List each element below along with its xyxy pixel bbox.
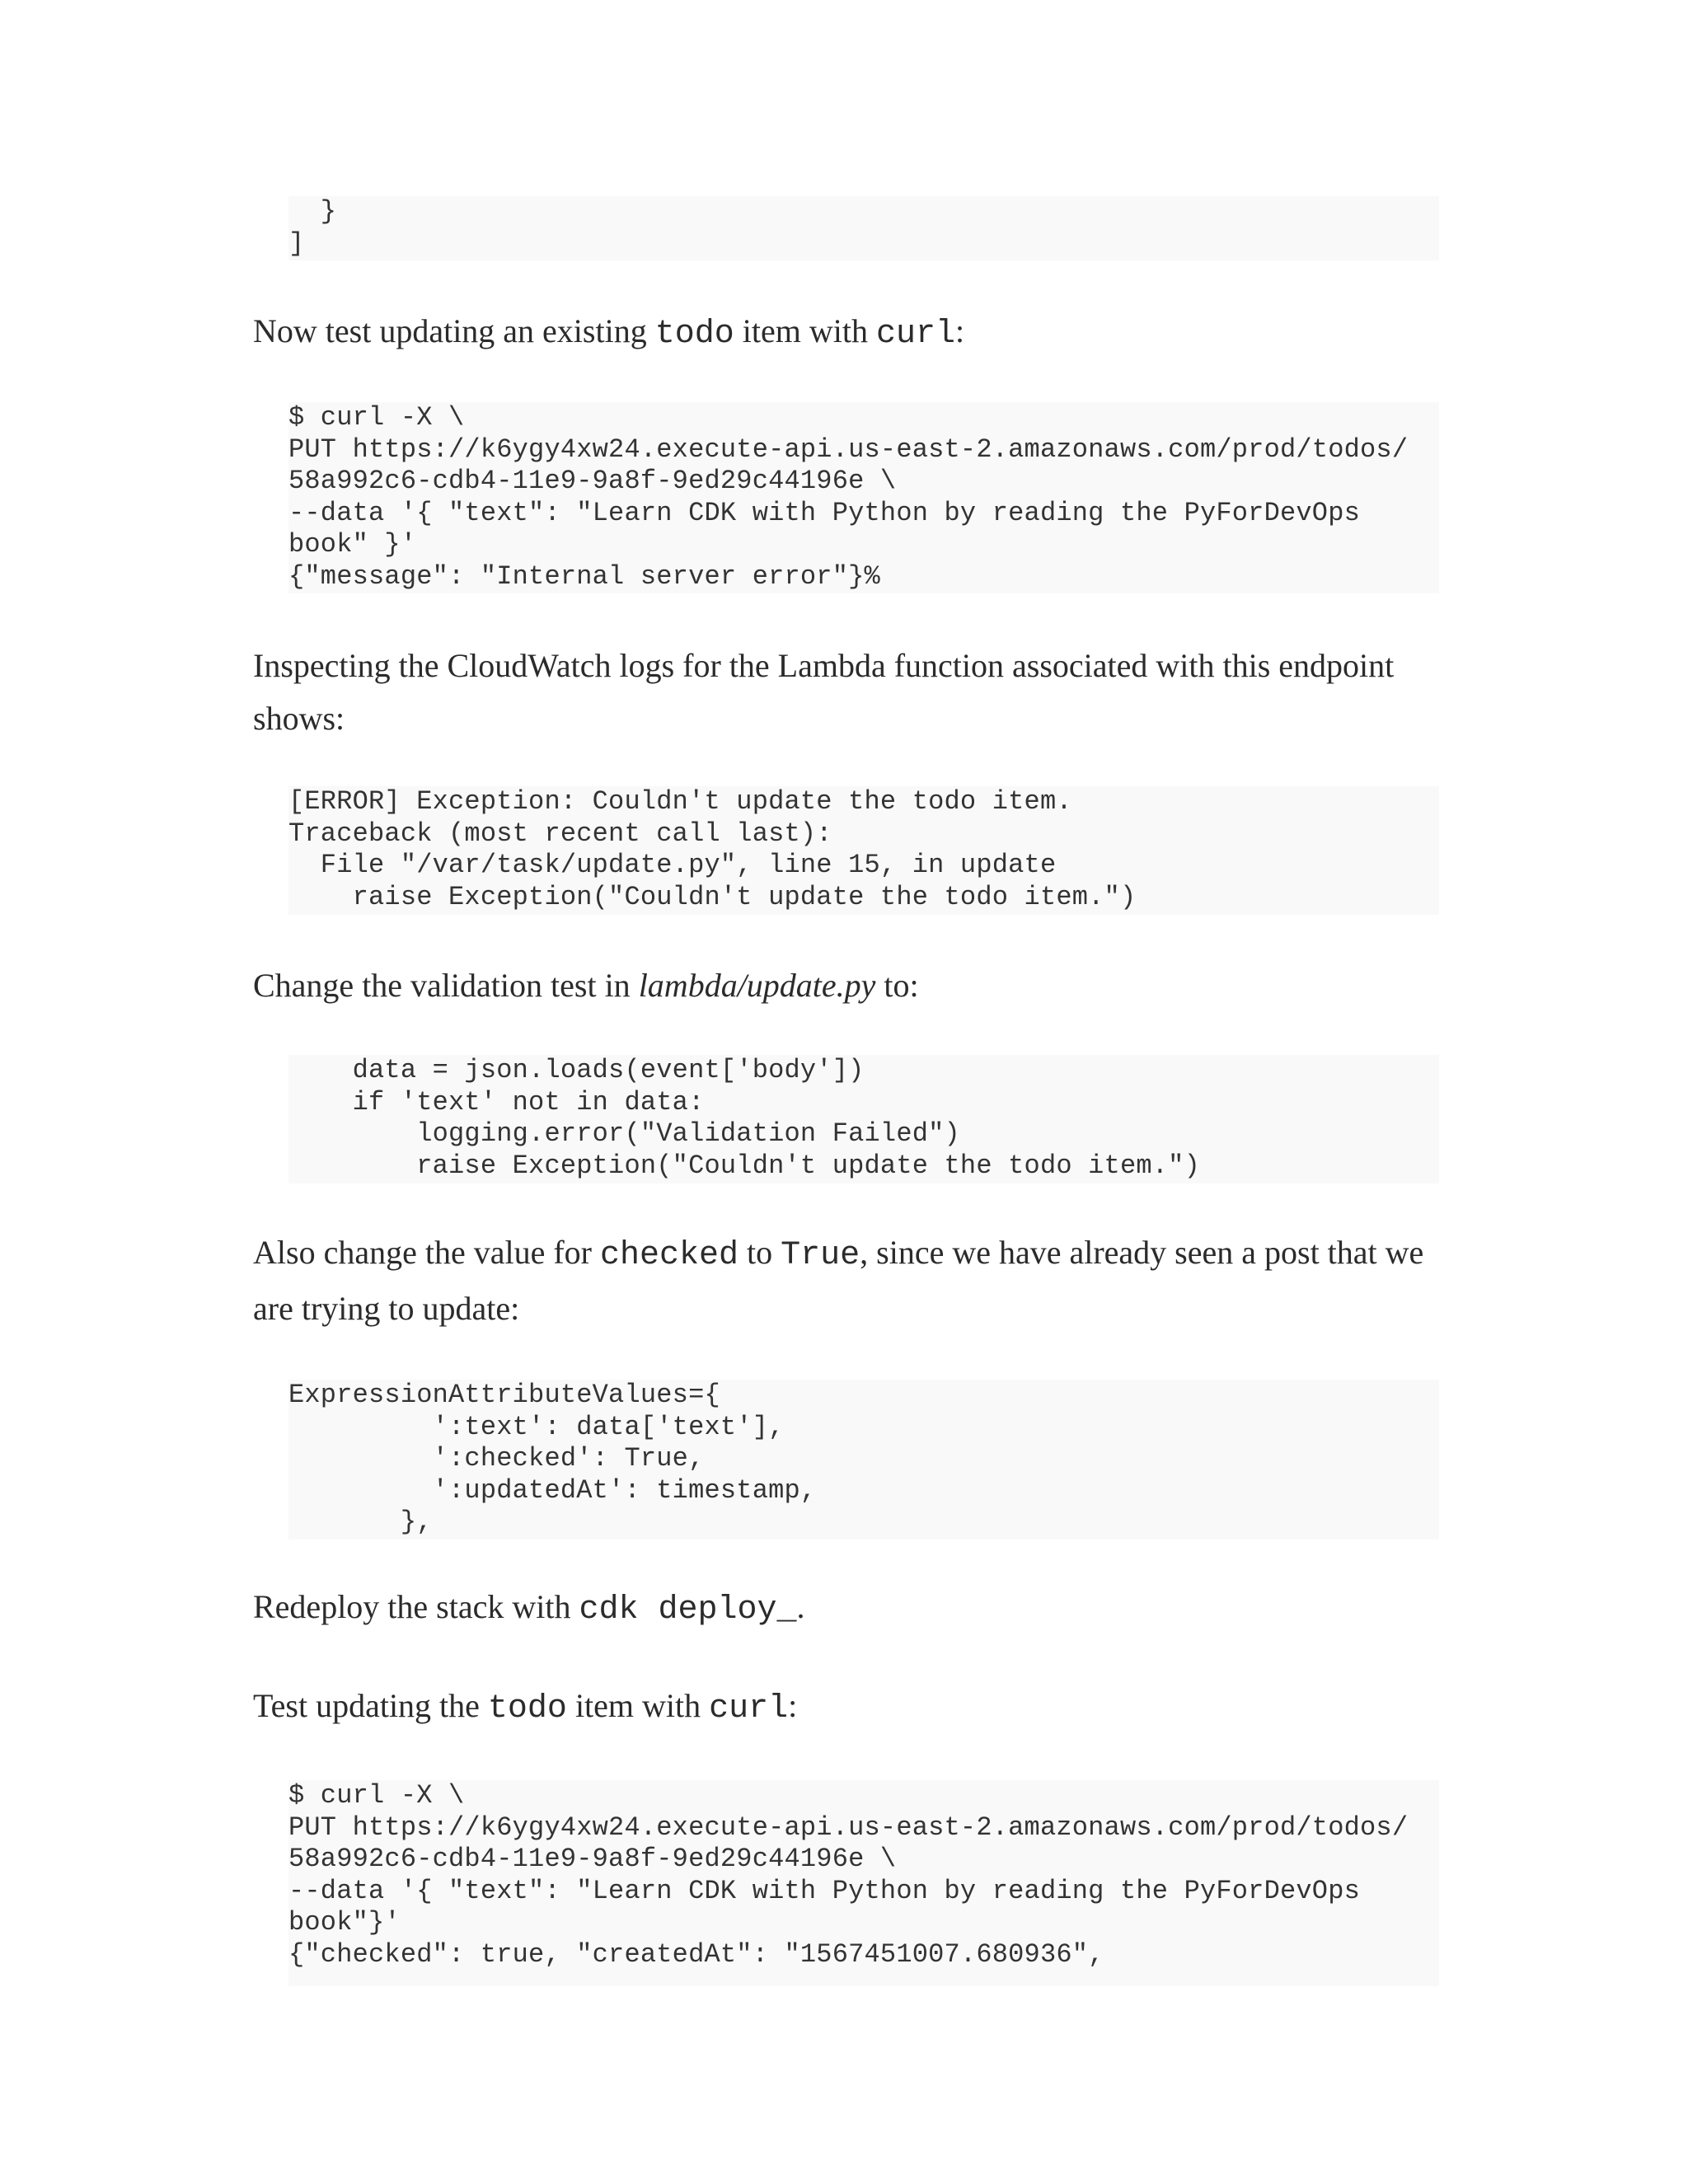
inline-code-checked: checked (599, 1237, 738, 1274)
paragraph-text: Change the validation test in (253, 967, 639, 1004)
paragraph-text: Also change the value for (253, 1234, 600, 1271)
paragraph-test-updating (253, 1680, 1448, 1736)
code-block-curl-put-success: $ curl -X \ PUT https://k6ygy4xw24.execute-api.us-east-2.amazonaws.com/prod/todos/ 58a992c6-cdb4-11e9-9a8f-9ed29c44196e \ --data '{ "text": "Learn CDK with Python by reading the PyForDevOps book"}' {"checked": true, "createdAt": "1567451007.680936", (288, 1780, 1439, 1986)
code-block-traceback: [ERROR] Exception: Couldn't update the todo item. Traceback (most recent call last): File "/var/task/update.py", line 15, in update raise Exception("Couldn't update the todo item.") (288, 786, 1439, 915)
paragraph-test-update-intro (253, 305, 1448, 361)
paragraph-text: Redeploy the stack with (253, 1588, 579, 1625)
inline-code-todo: todo (654, 316, 734, 353)
paragraph-text: item with (566, 1687, 710, 1724)
paragraph-text: to (738, 1234, 781, 1271)
inline-code-cdk-deploy: cdk deploy_ (579, 1591, 797, 1629)
code-block-expression-attribute-values: ExpressionAttributeValues={ ':text': data['text'], ':checked': True, ':updatedAt': timestamp, }, (288, 1380, 1439, 1540)
inline-code-curl: curl (875, 316, 955, 353)
paragraph-change-validation (253, 959, 1448, 1012)
paragraph-change-checked (253, 1226, 1448, 1335)
code-block-json-closing: } ] (288, 196, 1439, 260)
paragraph-text: to: (875, 967, 919, 1004)
paragraph-text: Test updating the (253, 1687, 488, 1724)
inline-code-curl: curl (709, 1690, 789, 1727)
paragraph-cloudwatch-logs: Inspecting the CloudWatch logs for the Lambda function associated with this endpoint shows: (253, 647, 1395, 737)
paragraph-text: . (796, 1588, 805, 1625)
paragraph-text: : (788, 1687, 798, 1724)
paragraph-text: Now test updating an existing (253, 312, 655, 349)
file-path: lambda/update.py (638, 967, 876, 1004)
inline-code-todo: todo (487, 1690, 567, 1727)
paragraph-text: : (954, 312, 965, 349)
paragraph-text: , since we have already seen a post that we are trying to update: (253, 1234, 1424, 1327)
paragraph-redeploy (253, 1581, 1448, 1637)
code-block-curl-put-error: $ curl -X \ PUT https://k6ygy4xw24.execute-api.us-east-2.amazonaws.com/prod/todos/ 58a992c6-cdb4-11e9-9a8f-9ed29c44196e \ --data '{ "text": "Learn CDK with Python by reading the PyForDevOps book" }' {"message": "Internal server error"}% (288, 402, 1439, 593)
inline-code-true: True (781, 1237, 860, 1274)
code-block-validation: data = json.loads(event['body']) if 'text' not in data: logging.error("Validation Failed") raise Exception("Couldn't update the todo item.") (288, 1055, 1439, 1183)
paragraph-text: item with (734, 312, 876, 349)
